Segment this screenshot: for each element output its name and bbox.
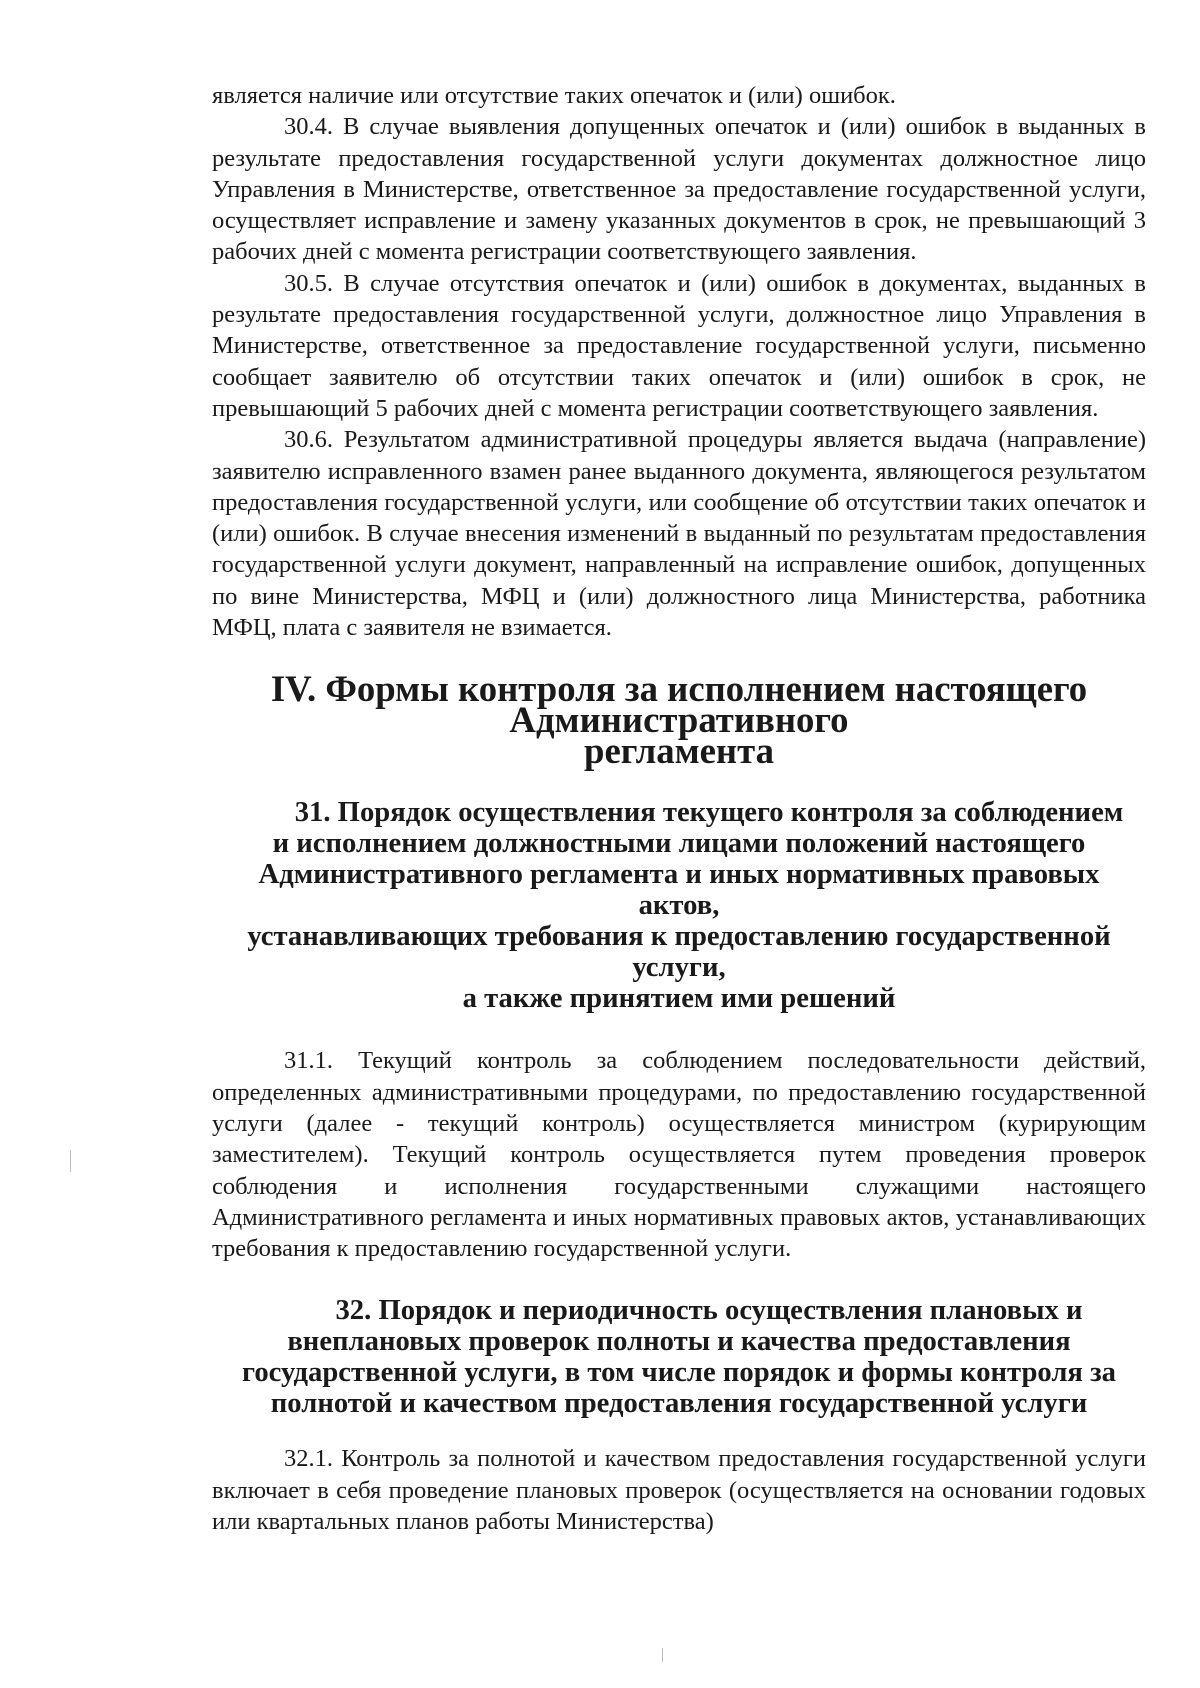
document-page [212,80,1146,1537]
paragraph-30-5: 30.5. В случае отсутствия опечаток и (или) ошибок в документах, выданных в результате предоставления государственной услуги, должностное лицо Управления в Министерстве, ответственное за предоставление государственной услуги, письменно сообщает заявителю об отсутствии таких опечаток и (или) ошибок в срок, не превышающий 5 рабочих дней с момента регистрации соответствующего заявления. [212,269,1146,422]
heading-31-line: 31. Порядок осуществления текущего контроля за соблюдением [294,796,1124,829]
section-heading-iv [212,668,1146,772]
heading-31-line: Административного регламента и иных нормативных правовых актов, [258,858,1100,922]
heading-32-line: государственной услуги, в том числе порядок и формы контроля за [242,1356,1116,1389]
paragraph-30-6: 30.6. Результатом административной процедуры является выдача (направление) заявителю исправленного взамен ранее выданного документа, являющегося результатом предоставления государственной услуги, или сообщение об отсутствии таких опечаток и (или) ошибок. В случае внесения изменений в выданный по результатам предоставления государственной услуги документ, направленный на исправление ошибок, допущенных по вине Министерства, МФЦ и (или) должностного лица Министерства, работника МФЦ, плата с заявителя не взимается. [212,426,1146,642]
heading-32-line: полнотой и качеством предоставления государственной услуги [270,1387,1088,1420]
paragraph-continuation: является наличие или отсутствие таких опечаток и (или) ошибок. [212,82,896,109]
heading-31 [212,797,1146,1014]
heading-31-line: устанавливающих требования к предоставлению государственной услуги, [247,920,1111,984]
section-heading-line: IV. Формы контроля за исполнением настоящего Административного [270,668,1088,741]
scan-artifact-mark [70,1150,71,1172]
heading-32 [212,1295,1146,1419]
paragraph-30-4: 30.4. В случае выявления допущенных опечаток и (или) ошибок в выданных в результате предоставления государственной услуги документах должностное лицо Управления в Министерстве, ответственное за предоставление государственной услуги, осуществляет исправление и замену указанных документов в срок, не превышающий 3 рабочих дней с момента регистрации соответствующего заявления. [212,113,1146,266]
heading-31-line: и исполнением должностными лицами положений настоящего [272,827,1086,860]
heading-32-line: 32. Порядок и периодичность осуществления плановых и [335,1294,1083,1327]
section-heading-line: регламента [584,730,774,772]
heading-31-line: а также принятием ими решений [462,982,896,1015]
paragraph-32-1: 32.1. Контроль за полнотой и качеством предоставления государственной услуги включает в себя проведение плановых проверок (осуществляется на основании годовых или квартальных планов работы Министерства) [212,1445,1146,1536]
scan-artifact-mark [662,1648,663,1662]
heading-32-line: внеплановых проверок полноты и качества предоставления [287,1325,1071,1358]
paragraph-31-1: 31.1. Текущий контроль за соблюдением последовательности действий, определенных административными процедурами, по предоставлению государственной услуги (далее - текущий контроль) осуществляется министром (курирующим заместителем). Текущий контроль осуществляется путем проведения проверок соблюдения и исполнения государственными служащими настоящего Административного регламента и иных нормативных правовых актов, устанавливающих требования к предоставлению государственной услуги. [212,1047,1146,1263]
